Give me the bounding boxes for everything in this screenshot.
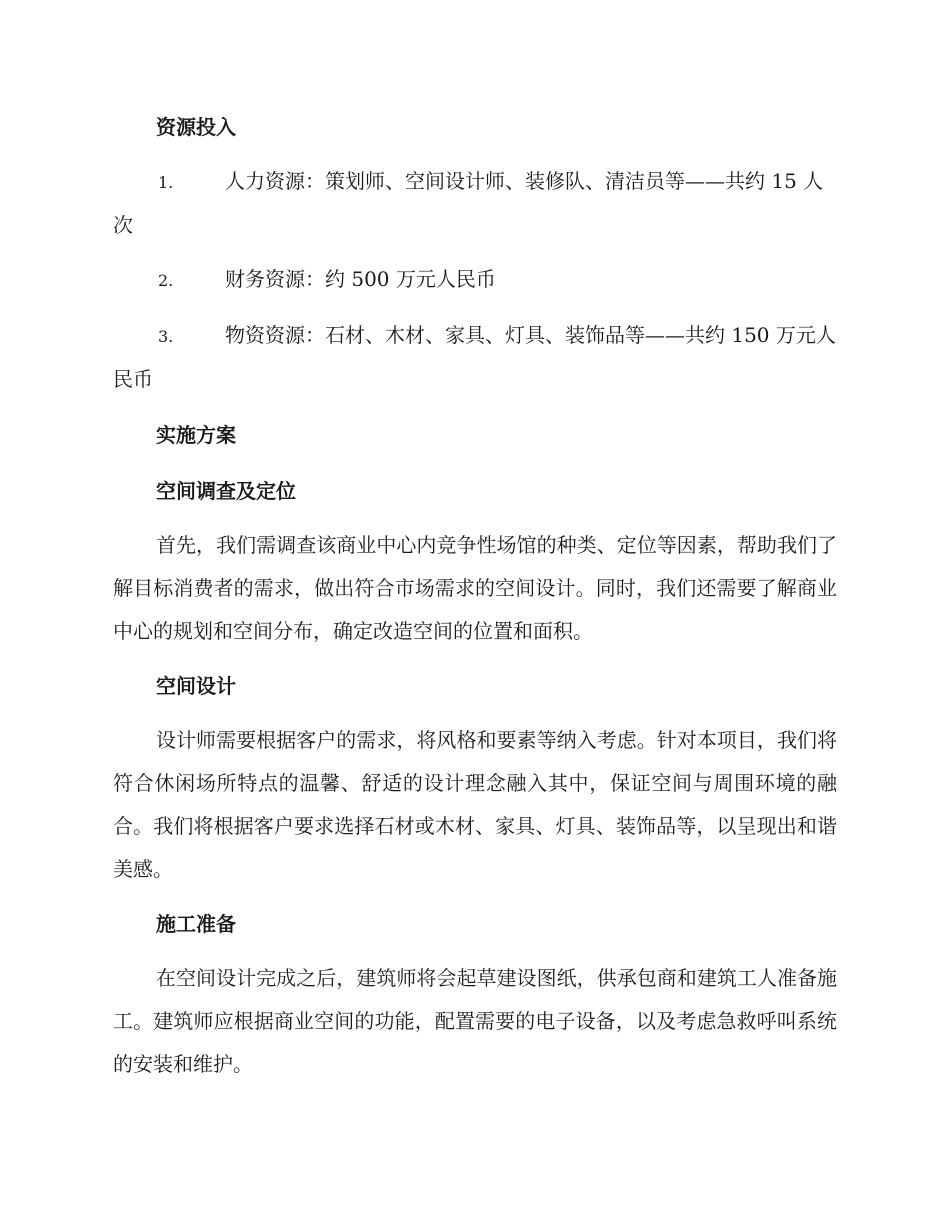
list-number: 1. — [158, 173, 174, 192]
list-item-material-resources — [113, 314, 837, 400]
section-heading-plan: 实施方案 — [156, 423, 236, 447]
list-text: 物资资源：石材、木材、家具、灯具、装饰品等——共约 150 万元人民币 — [113, 323, 836, 391]
list-text: 财务资源：约 500 万元人民币 — [225, 267, 496, 291]
list-item-human-resources — [113, 160, 837, 246]
section-heading-construction: 施工准备 — [156, 912, 236, 936]
list-number: 2. — [158, 271, 174, 290]
list-item-financial-resources — [113, 258, 837, 302]
section-heading-design: 空间设计 — [156, 674, 236, 698]
document-page — [113, 104, 837, 1096]
paragraph-survey: 首先，我们需调查该商业中心内竞争性场馆的种类、定位等因素，帮助我们了解目标消费者的需求，做出符合市场需求的空间设计。同时，我们还需要了解商业中心的规划和空间分布，确定改造空间的位置和面积。 — [113, 533, 837, 643]
section-heading-survey: 空间调查及定位 — [156, 479, 296, 503]
list-number: 3. — [158, 327, 174, 346]
section-heading-resources: 资源投入 — [156, 115, 236, 139]
list-text: 人力资源：策划师、空间设计师、装修队、清洁员等——共约 15 人次 — [113, 169, 824, 237]
paragraph-construction: 在空间设计完成之后，建筑师将会起草建设图纸，供承包商和建筑工人准备施工。建筑师应根据商业空间的功能，配置需要的电子设备，以及考虑急救呼叫系统的安装和维护。 — [113, 966, 837, 1076]
paragraph-design: 设计师需要根据客户的需求，将风格和要素等纳入考虑。针对本项目，我们将符合休闲场所特点的温馨、舒适的设计理念融入其中，保证空间与周围环境的融合。我们将根据客户要求选择石材或木材、家具、灯具、装饰品等，以呈现出和谐美感。 — [113, 728, 837, 881]
